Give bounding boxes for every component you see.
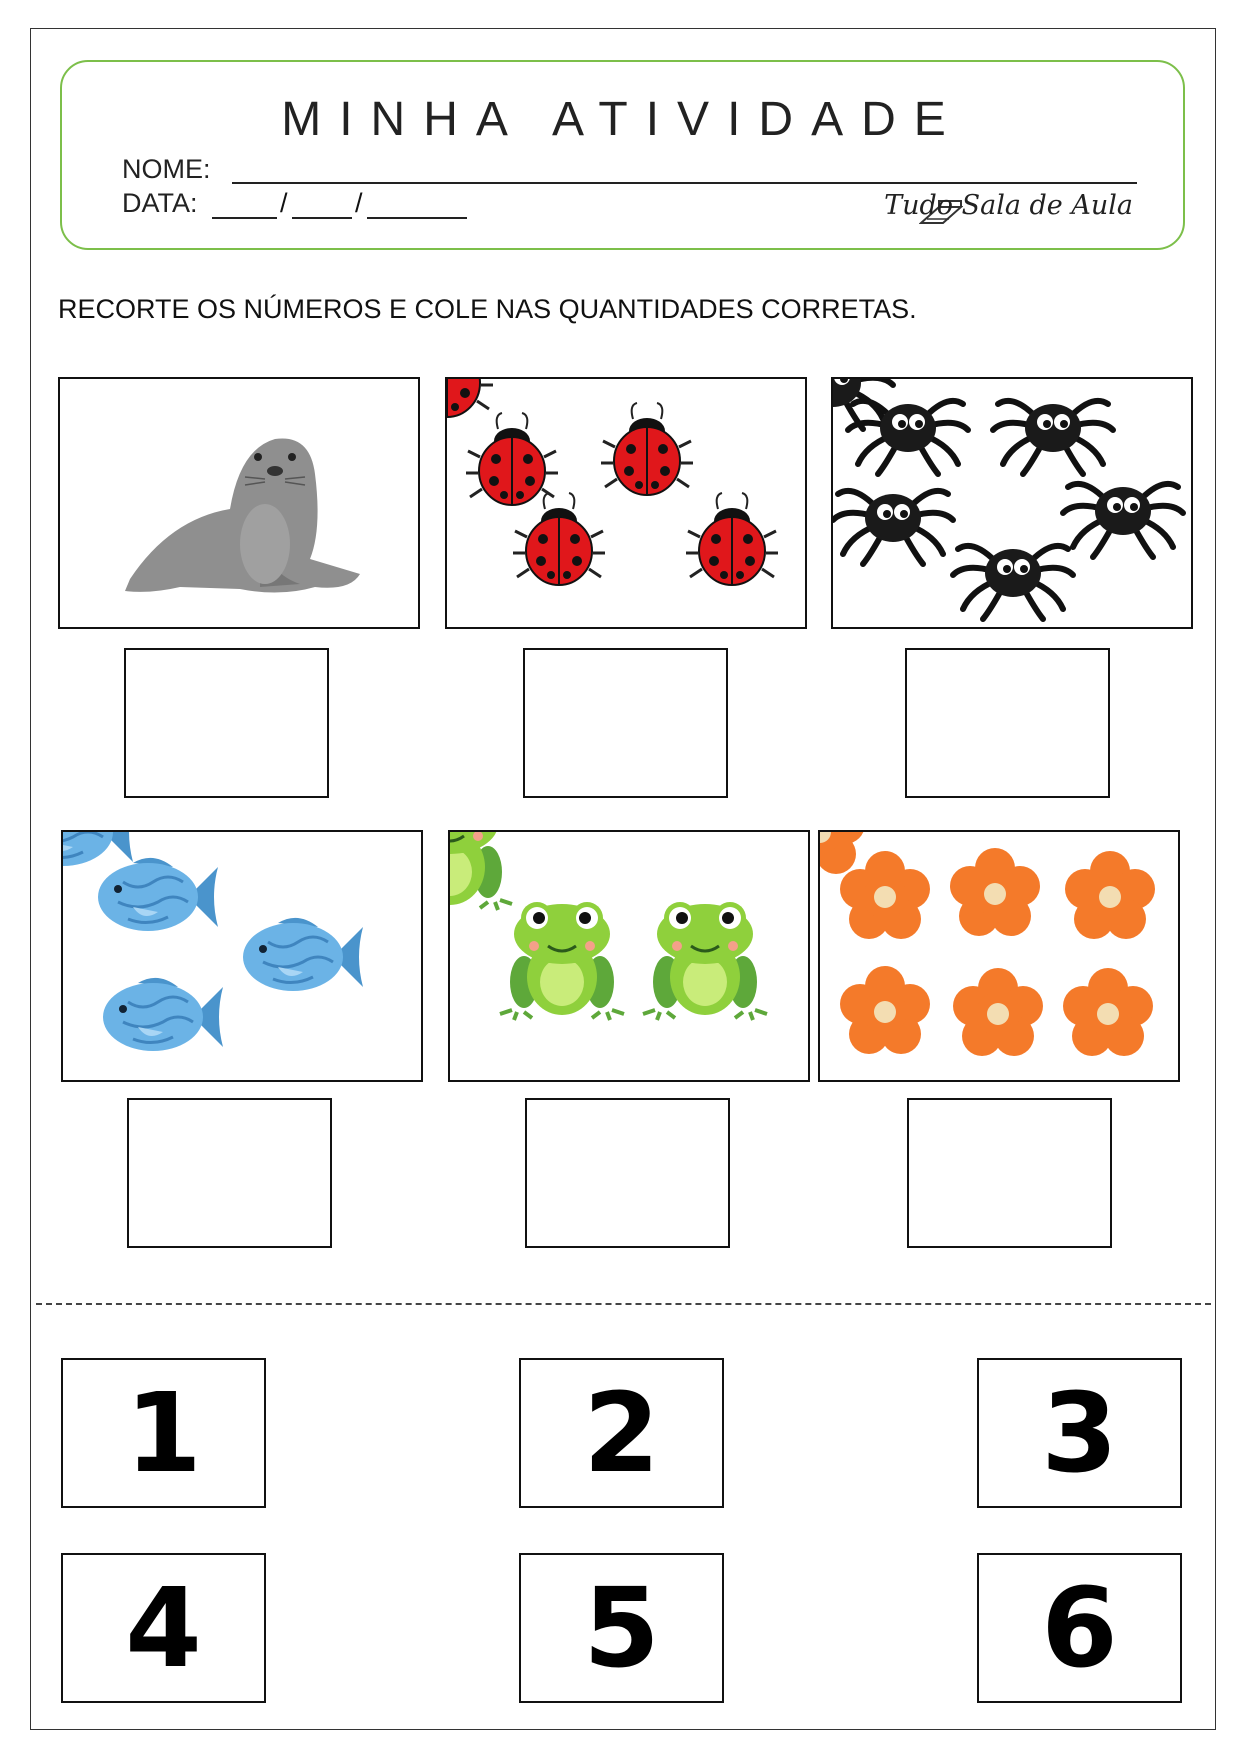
number-card-1[interactable]: 1 — [61, 1358, 266, 1508]
name-label: NOME: — [122, 154, 211, 184]
date-year-field[interactable] — [367, 217, 467, 219]
picture-card-ladybugs — [445, 377, 807, 629]
date-separator: / — [280, 188, 288, 218]
cut-line — [36, 1303, 1211, 1305]
picture-card-fish — [61, 830, 423, 1082]
answer-box[interactable] — [525, 1098, 730, 1248]
date-separator: / — [355, 188, 363, 218]
fish-icon — [63, 832, 133, 866]
picture-card-spiders — [831, 377, 1193, 629]
page-title: MINHA ATIVIDADE — [281, 93, 964, 146]
number-card-6[interactable]: 6 — [977, 1553, 1182, 1703]
answer-box[interactable] — [907, 1098, 1112, 1248]
number-card-2[interactable]: 2 — [519, 1358, 724, 1508]
answer-box[interactable] — [124, 648, 329, 798]
answer-box[interactable] — [523, 648, 728, 798]
ladybug-group — [447, 379, 807, 629]
number-card-3[interactable]: 3 — [977, 1358, 1182, 1508]
instruction-text: RECORTE OS NÚMEROS E COLE NAS QUANTIDADES CORRETAS. — [58, 294, 917, 324]
picture-card-flowers — [818, 830, 1180, 1082]
date-month-field[interactable] — [292, 217, 352, 219]
spider-group — [833, 379, 1193, 629]
fish-group — [63, 832, 423, 1082]
answer-box[interactable] — [905, 648, 1110, 798]
frog-group — [450, 832, 810, 1082]
date-label: DATA: — [122, 188, 198, 218]
brand-logo: Tudo Sala de Aula — [884, 190, 1133, 221]
seal-icon — [60, 379, 420, 629]
picture-card-frogs — [448, 830, 810, 1082]
date-day-field[interactable] — [212, 217, 277, 219]
ladybug-icon — [447, 379, 493, 417]
answer-box[interactable] — [127, 1098, 332, 1248]
name-field[interactable] — [232, 182, 1137, 184]
number-card-5[interactable]: 5 — [519, 1553, 724, 1703]
header-box — [60, 60, 1185, 250]
picture-card-seal — [58, 377, 420, 629]
frog-icon — [450, 832, 512, 910]
number-card-4[interactable]: 4 — [61, 1553, 266, 1703]
flower-icon — [820, 832, 865, 874]
flower-group — [820, 832, 1180, 1082]
